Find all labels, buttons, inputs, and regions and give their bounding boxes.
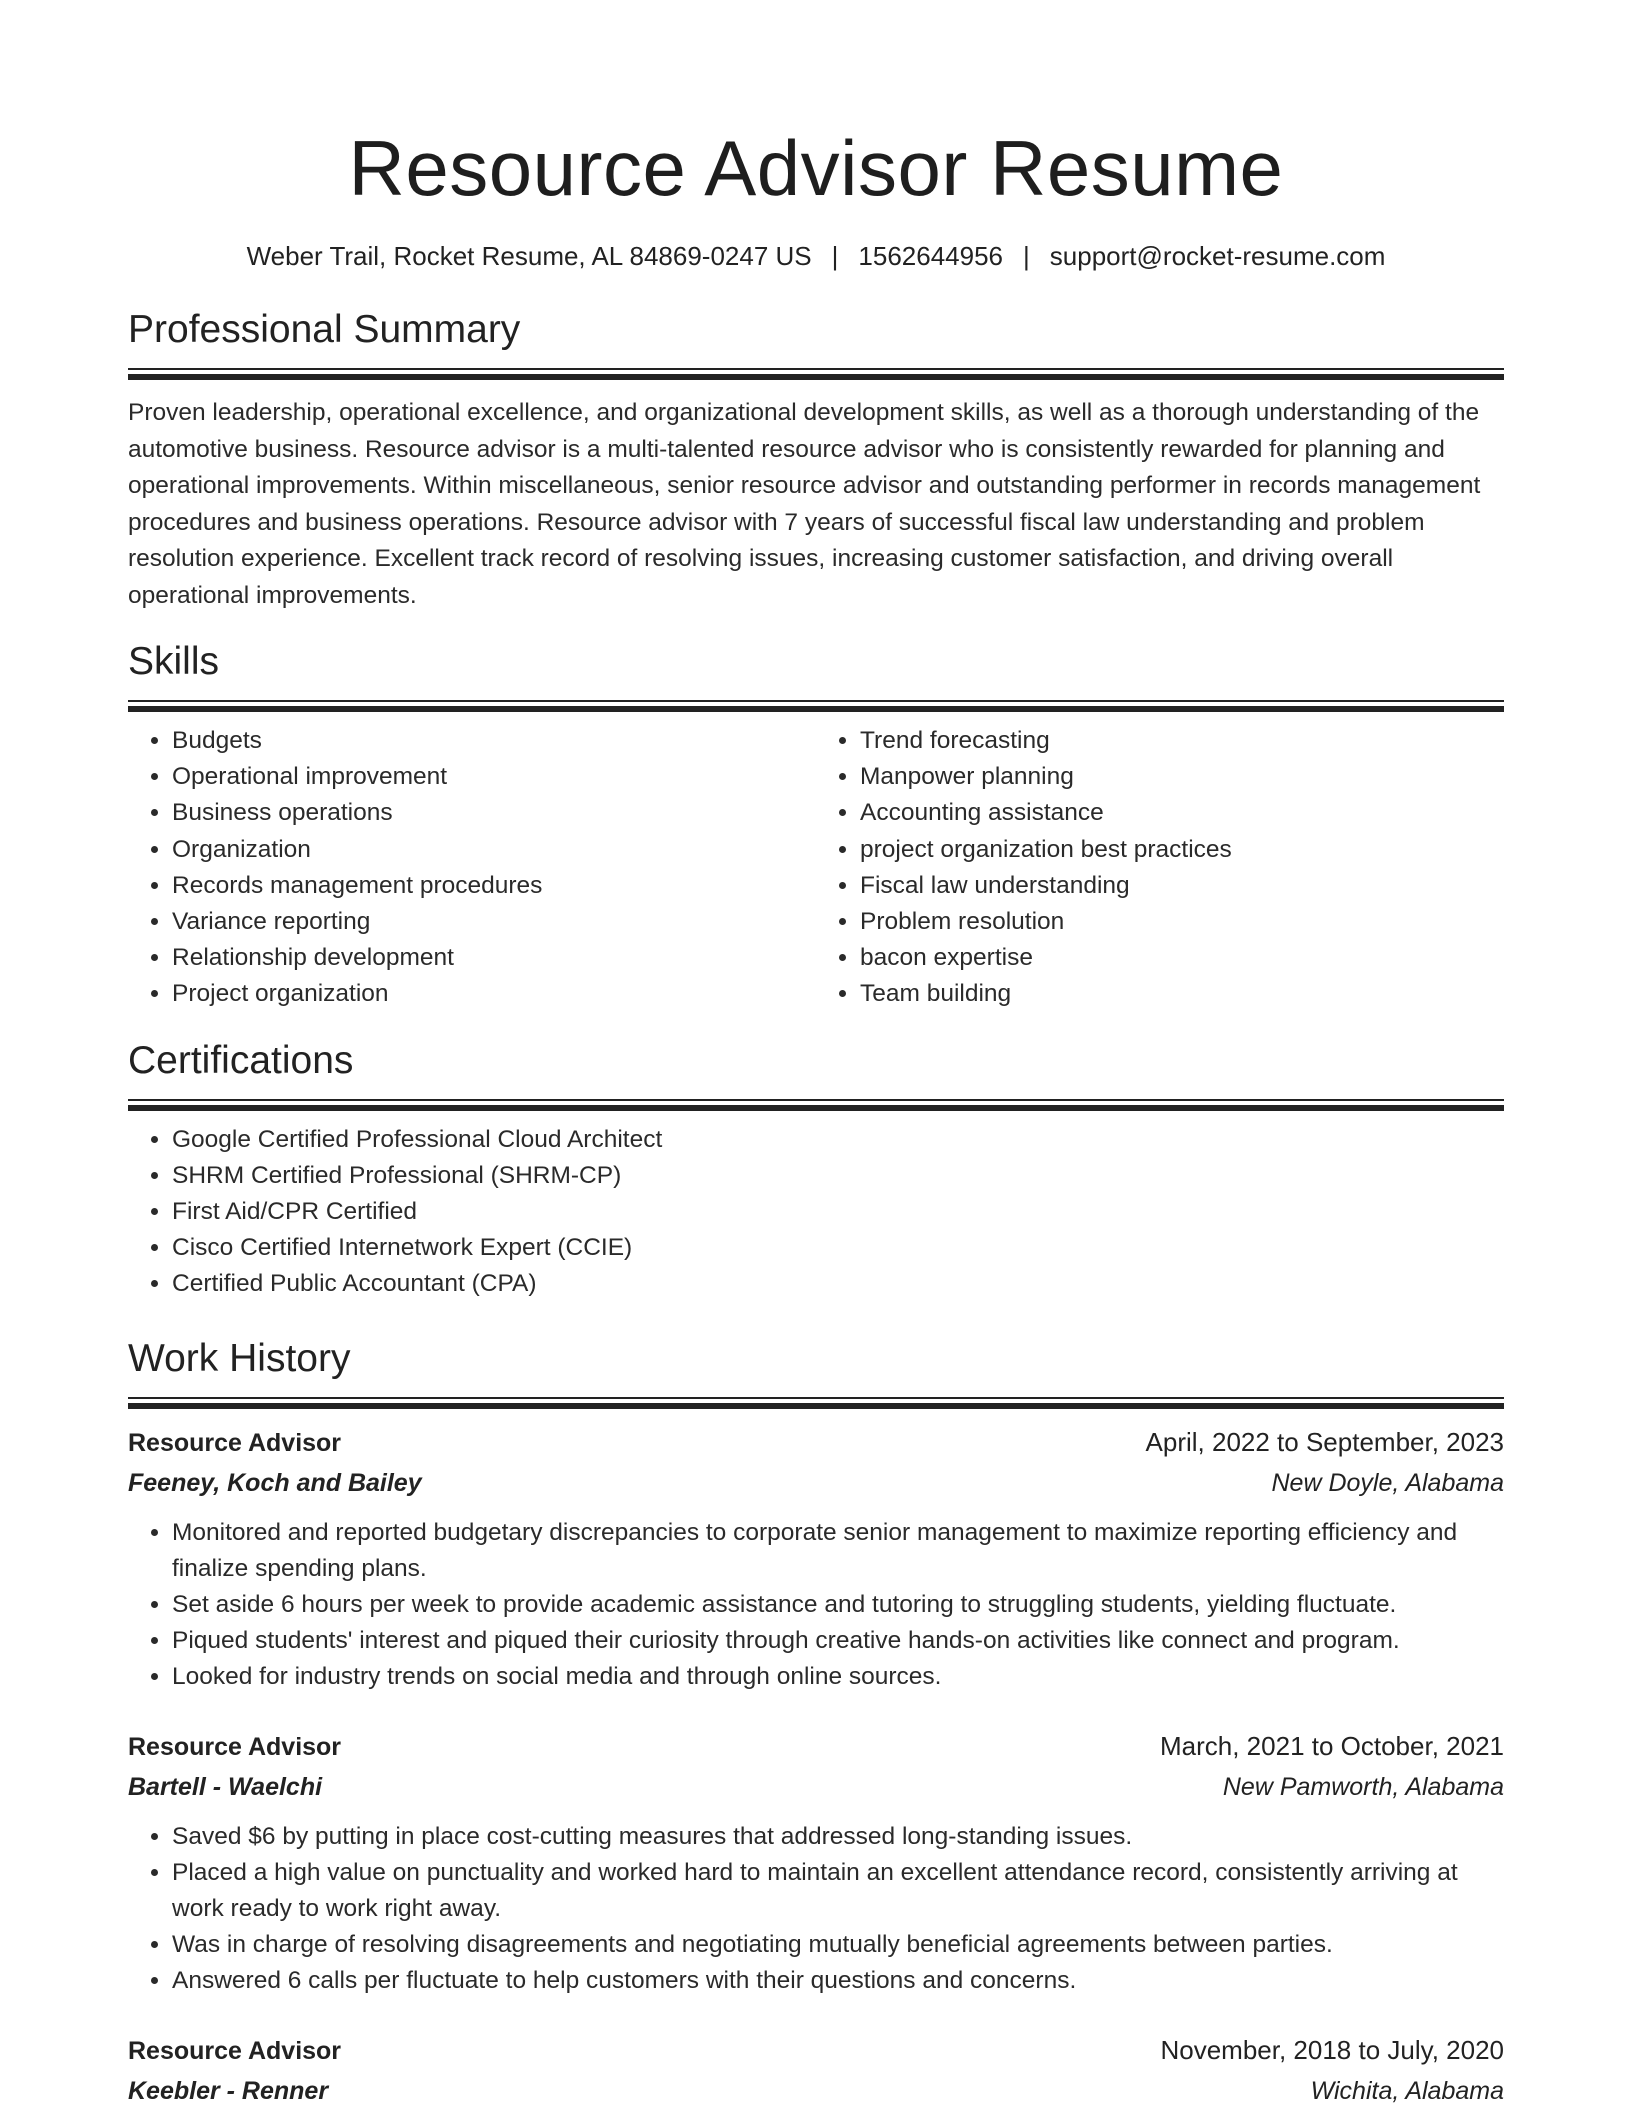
job-header-row — [128, 2030, 1504, 2071]
contact-email: support@rocket-resume.com — [1049, 241, 1386, 271]
skill-item: • Project organization — [172, 976, 816, 1012]
contact-separator: | — [831, 241, 839, 271]
skills-section — [128, 638, 1504, 1013]
contact-phone: 1562644956 — [858, 241, 1004, 271]
job-bullet: • Answered 6 calls per fluctuate to help customers with their questions and concerns. — [172, 1963, 1504, 1999]
section-divider — [128, 1099, 1504, 1110]
job-bullet: • Monitored and reported budgetary discrepancies to corporate senior management to maximize reporting efficiency and finalize spending plans. — [172, 1515, 1504, 1587]
job-company: Keebler - Renner — [128, 2076, 329, 2105]
certification-item: • Google Certified Professional Cloud Architect — [172, 1122, 1504, 1158]
job-title: Resource Advisor — [128, 1732, 342, 1761]
job-bullet: • Looked for industry trends on social media and through online sources. — [172, 1659, 1504, 1695]
skill-item: • Team building — [860, 976, 1504, 1012]
skill-item: • Budgets — [172, 723, 816, 759]
skill-item: • Business operations — [172, 795, 816, 831]
skills-grid — [128, 723, 1504, 1013]
job-bullet: • Set aside 6 hours per week to provide academic assistance and tutoring to struggling students, yielding fluctuate. — [172, 1587, 1504, 1623]
skills-list-left — [128, 723, 816, 1013]
section-divider — [128, 368, 1504, 379]
skill-item: • Records management procedures — [172, 868, 816, 904]
work-history-section — [128, 1335, 1504, 2111]
job-title: Resource Advisor — [128, 2036, 342, 2065]
certifications-list — [128, 1122, 1504, 1303]
certifications-heading: Certifications — [128, 1038, 354, 1082]
skill-item: • bacon expertise — [860, 940, 1504, 976]
job-entry — [128, 1422, 1504, 1696]
certification-item: • First Aid/CPR Certified — [172, 1194, 1504, 1230]
certification-item: • Cisco Certified Internetwork Expert (CCIE) — [172, 1230, 1504, 1266]
job-location: New Pamworth, Alabama — [1222, 1772, 1504, 1801]
job-header-row — [128, 1726, 1504, 1767]
job-header-row — [128, 1422, 1504, 1463]
contact-address: Weber Trail, Rocket Resume, AL 84869-0247 US — [246, 241, 812, 271]
skills-list-right — [816, 723, 1504, 1013]
job-bullets — [128, 1515, 1504, 1696]
job-company: Feeney, Koch and Bailey — [128, 1468, 422, 1497]
job-location: Wichita, Alabama — [1310, 2076, 1504, 2105]
contact-separator: | — [1023, 241, 1030, 271]
skill-item: • project organization best practices — [860, 832, 1504, 868]
job-bullets — [128, 1819, 1504, 2000]
job-bullet: • Piqued students' interest and piqued their curiosity through creative hands-on activities like connect and program. — [172, 1623, 1504, 1659]
skill-item: • Fiscal law understanding — [860, 868, 1504, 904]
skill-item: • Variance reporting — [172, 904, 816, 940]
job-dates: March, 2021 to October, 2021 — [1160, 1730, 1504, 1761]
summary-section — [128, 306, 1504, 614]
certification-item: • SHRM Certified Professional (SHRM-CP) — [172, 1158, 1504, 1194]
summary-text: Proven leadership, operational excellence, and organizational development skills, as well as a thorough understanding of the automotive business. Resource advisor is a multi-talented resource advisor who is consistently rewarded for planning and operational improvements. Within miscellaneous, senior resource advisor and outstanding performer in records management procedures and business operations. Resource advisor with 7 years of successful fiscal law understanding and problem resolution experience. Excellent track record of resolving issues, increasing customer satisfaction, and driving overall operational improvements. — [128, 399, 1481, 609]
summary-heading: Professional Summary — [128, 308, 521, 351]
skill-item: • Operational improvement — [172, 759, 816, 795]
skill-item: • Problem resolution — [860, 904, 1504, 940]
section-divider — [128, 700, 1504, 711]
certifications-section — [128, 1037, 1504, 1303]
job-location: New Doyle, Alabama — [1271, 1468, 1504, 1497]
resume-page — [128, 0, 1504, 2111]
resume-title: Resource Advisor Resume — [348, 124, 1284, 212]
skill-item: • Organization — [172, 832, 816, 868]
skills-heading: Skills — [128, 640, 220, 683]
section-divider — [128, 1397, 1504, 1408]
job-company-row — [128, 1767, 1504, 1807]
job-entry — [128, 2030, 1504, 2111]
skill-item: • Trend forecasting — [860, 723, 1504, 759]
job-bullet: • Saved $6 by putting in place cost-cutting measures that addressed long-standing issues. — [172, 1819, 1504, 1855]
skill-item: • Manpower planning — [860, 759, 1504, 795]
skill-item: • Accounting assistance — [860, 795, 1504, 831]
job-title: Resource Advisor — [128, 1428, 342, 1457]
job-bullet: • Placed a high value on punctuality and worked hard to maintain an excellent attendance record, consistently arriving at work ready to work right away. — [172, 1855, 1504, 1927]
job-dates: November, 2018 to July, 2020 — [1160, 2034, 1504, 2065]
work-history-heading: Work History — [128, 1336, 351, 1380]
job-company: Bartell - Waelchi — [128, 1772, 323, 1801]
job-bullet: • Was in charge of resolving disagreements and negotiating mutually beneficial agreements between parties. — [172, 1927, 1504, 1963]
job-entry — [128, 1726, 1504, 2000]
skill-item: • Relationship development — [172, 940, 816, 976]
job-company-row — [128, 2071, 1504, 2111]
job-company-row — [128, 1463, 1504, 1503]
certification-item: • Certified Public Accountant (CPA) — [172, 1266, 1504, 1302]
contact-line — [128, 238, 1504, 274]
job-dates: April, 2022 to September, 2023 — [1145, 1426, 1504, 1457]
